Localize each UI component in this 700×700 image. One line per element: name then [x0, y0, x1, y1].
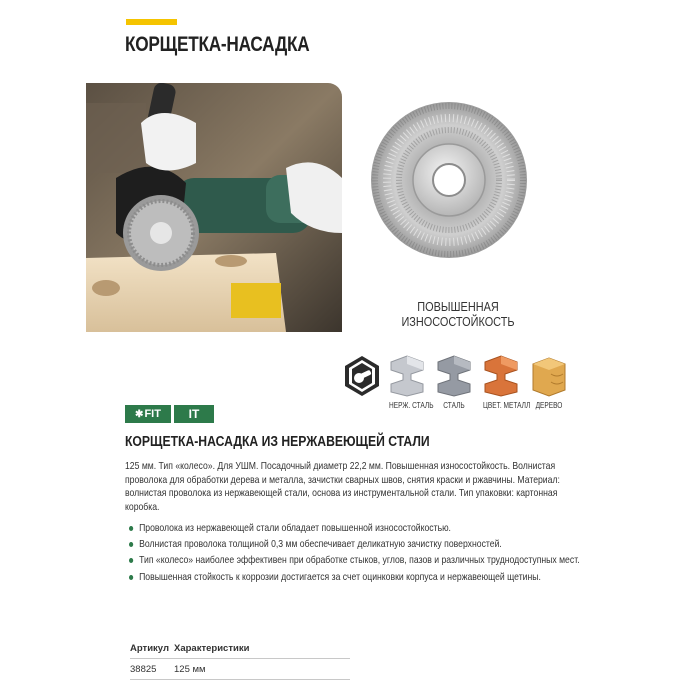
brand-fit-logo	[125, 405, 171, 423]
feature-caption-line2: ИЗНОСОСТОЙКОСТЬ	[401, 314, 515, 329]
title-accent-bar	[126, 19, 177, 25]
material-label: НЕРЖ. СТАЛЬ	[388, 401, 434, 410]
feature-caption	[399, 299, 517, 329]
table-divider	[130, 679, 350, 680]
material-item-stainless	[385, 354, 434, 410]
bullet-dot-icon	[129, 542, 133, 547]
feature-list	[129, 522, 633, 587]
table-header-row	[130, 640, 350, 656]
grinder-hexagon-icon	[342, 354, 382, 398]
material-item-nonferrous	[479, 354, 531, 410]
spec-table	[130, 640, 350, 682]
material-label: ДЕРЕВО	[535, 401, 563, 410]
stainless-steel-beam-icon	[387, 354, 427, 398]
list-item-text: Тип «колесо» наиболее эффективен при обработке стыков, углов, пазов и различных труднодоступных мест.	[139, 555, 580, 567]
wire-wheel-brush-image	[370, 101, 528, 259]
list-item-text: Волнистая проволока толщиной 0,3 мм обеспечивает деликатную зачистку поверхностей.	[139, 539, 502, 551]
material-label: СТАЛЬ	[443, 401, 465, 410]
list-item	[129, 538, 633, 551]
list-item	[129, 522, 633, 535]
column-header-specs: Характеристики	[174, 642, 250, 654]
bullet-dot-icon	[129, 575, 133, 580]
page-title: КОРЩЕТКА-НАСАДКА	[125, 33, 310, 56]
nonferrous-metal-beam-icon	[481, 354, 521, 398]
list-item	[129, 571, 633, 584]
table-row	[130, 661, 350, 677]
bullet-dot-icon	[129, 558, 133, 563]
feature-caption-line1: ПОВЫШЕННАЯ	[417, 299, 499, 314]
brand-it-logo: IT	[174, 405, 214, 423]
material-icons	[340, 354, 580, 414]
product-description: 125 мм. Тип «колесо». Для УШМ. Посадочный диаметр 22,2 мм. Повышенная износостойкость. Волнистая проволока для обработки дерева и металла, зачистки сварных швов, снятия краски и ржавчины. Материал: волнистая проволока из нержавеющей стали, основа из инструментальной стали. Тип упаковки: картонная коробка.	[125, 461, 560, 513]
wood-block-icon	[529, 354, 569, 398]
brand-badges	[125, 405, 214, 423]
bullet-dot-icon	[129, 526, 133, 531]
table-cell-specs: 125 мм	[174, 663, 206, 675]
brand-fit-text: FIT	[144, 408, 161, 420]
column-header-article: Артикул	[130, 642, 169, 654]
table-divider	[130, 658, 350, 659]
table-cell-article: 38825	[130, 663, 157, 675]
tool-type-item	[340, 354, 384, 398]
gear-icon: ✱	[135, 408, 144, 420]
product-in-use-photo	[86, 83, 342, 332]
material-item-wood	[527, 354, 571, 410]
material-label: ЦВЕТ. МЕТАЛЛ	[482, 401, 531, 410]
list-item-text: Проволока из нержавеющей стали обладает повышенной износостойкостью.	[139, 523, 451, 534]
list-item	[129, 554, 633, 567]
list-item-text: Повышенная стойкость к коррозии достигается за счет оцинковки корпуса и нержавеющей щетины.	[139, 571, 541, 583]
material-item-steel	[432, 354, 476, 410]
product-subtitle: КОРЩЕТКА-НАСАДКА ИЗ НЕРЖАВЕЮЩЕЙ СТАЛИ	[125, 434, 430, 450]
steel-beam-icon	[434, 354, 474, 398]
